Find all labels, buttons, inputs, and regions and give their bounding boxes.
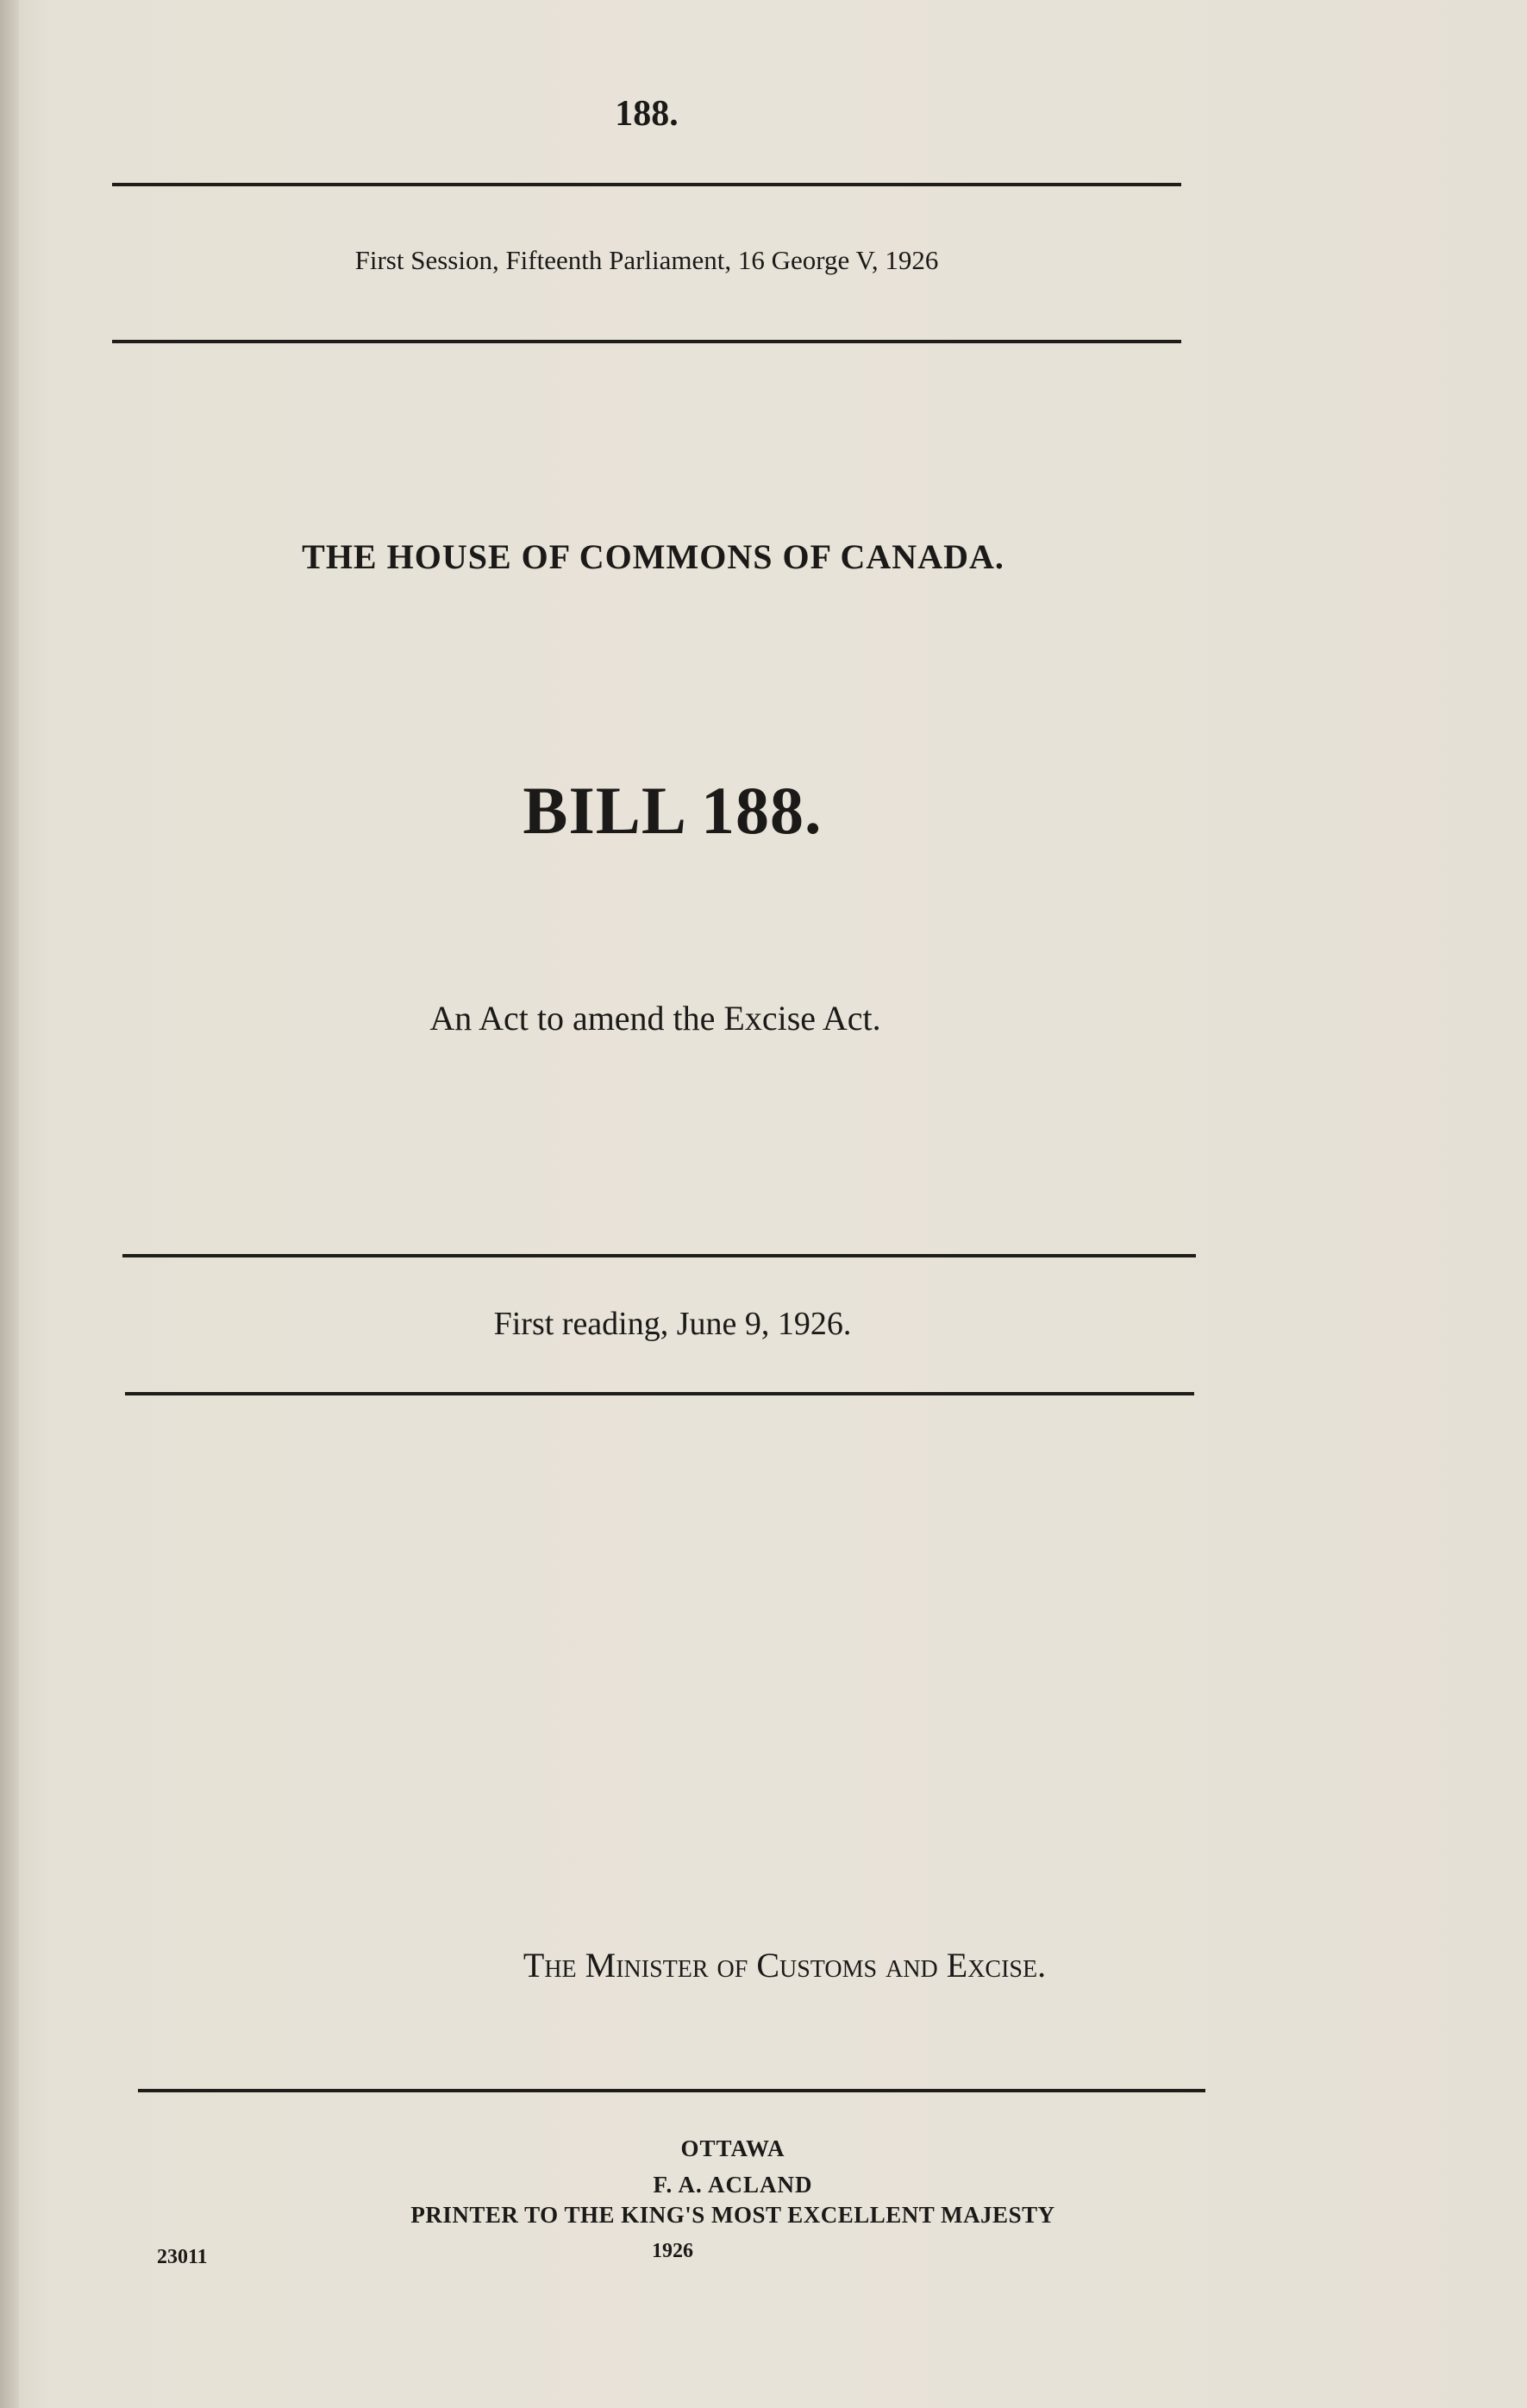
bill-number-header: 188.: [615, 94, 679, 134]
act-title: An Act to amend the Excise Act.: [429, 999, 881, 1038]
top-rule: [112, 183, 1181, 186]
page-binding-edge: [0, 0, 19, 2408]
imprint-printer-name: F. A. ACLAND: [653, 2172, 813, 2198]
reading-top-rule: [122, 1254, 1196, 1257]
imprint-year: 1926: [652, 2240, 693, 2262]
session-line: First Session, Fifteenth Parliament, 16 George V, 1926: [354, 245, 939, 275]
first-reading-line: First reading, June 9, 1926.: [493, 1306, 852, 1342]
bill-title: BILL 188.: [523, 773, 823, 848]
imprint-rule: [138, 2089, 1205, 2092]
imprint-printer-title: PRINTER TO THE KING'S MOST EXCELLENT MAJESTY: [410, 2202, 1055, 2228]
imprint-city: OTTAWA: [680, 2135, 785, 2161]
print-code: 23011: [157, 2246, 208, 2268]
minister-line: The Minister of Customs and Excise.: [523, 1946, 1047, 1985]
session-rule: [112, 340, 1181, 343]
reading-bottom-rule: [125, 1392, 1194, 1395]
house-heading: THE HOUSE OF COMMONS OF CANADA.: [302, 537, 1004, 576]
